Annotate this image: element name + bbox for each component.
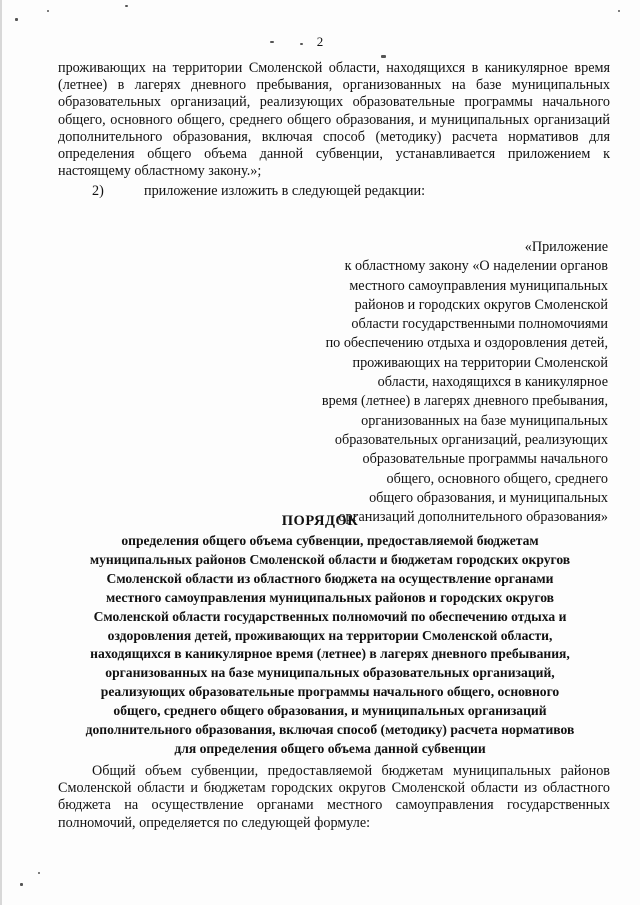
appendix-line: «Приложение [524, 239, 608, 255]
appendix-line: организаций дополнительного образования» [338, 509, 608, 526]
list-item-text: приложение изложить в следующей редакции: [144, 183, 426, 199]
list-item-number: 2) [92, 183, 104, 199]
scan-edge [0, 0, 2, 905]
appendix-line: образовательные программы начального [362, 451, 608, 468]
order-subtitle-line: для определения общего объема данной субвенции [174, 740, 486, 756]
scan-speck [125, 5, 128, 7]
order-subtitle-line: оздоровления детей, проживающих на территории Смоленской области, [107, 627, 553, 643]
order-subtitle-line: местного самоуправления муниципальных районов и городских округов [105, 589, 555, 605]
order-subtitle-line: определения общего объема субвенции, предоставляемой бюджетам [121, 533, 539, 548]
intro-paragraph: проживающих на территории Смоленской области, находящихся в каникулярное время (летнее) в лагерях дневного пребывания, организованных на базе муниципальных образовательных организаций, реализующих образовательные программы начального общего, основного общего, среднего общего образования, и муниципальных организаций дополнительного образования, включая способ (методику) расчета нормативов для определения общего объема данной субвенции, устанавливается приложением к настоящему областному закону.»; [58, 60, 610, 180]
scan-speck [20, 883, 23, 886]
appendix-line: общего образования, и муниципальных [369, 489, 608, 506]
scan-speck [381, 55, 386, 58]
scan-speck [618, 10, 620, 12]
scan-speck [47, 10, 49, 12]
scan-speck [15, 18, 18, 21]
order-title: ПОРЯДОК [281, 513, 359, 529]
order-subtitle-line: реализующих образовательные программы начального общего, основного [100, 684, 560, 700]
appendix-line: области, находящихся в каникулярное [377, 374, 608, 391]
order-subtitle [40, 532, 620, 759]
body-paragraph [58, 763, 610, 832]
scan-speck [38, 872, 40, 874]
appendix-line: районов и городских округов Смоленской [354, 296, 608, 313]
order-subtitle-line: организованных на базе муниципальных образовательных организаций, [105, 665, 555, 681]
order-subtitle-line: Смоленской области из областного бюджета на осуществление органами [106, 570, 554, 586]
appendix-line: образовательных организаций, реализующих [334, 431, 608, 448]
order-subtitle-line: муниципальных районов Смоленской области и бюджетам городских округов [89, 551, 571, 567]
order-subtitle-line: общего, среднего общего образования, и муниципальных организаций [113, 703, 547, 719]
appendix-line: проживающих на территории Смоленской [352, 354, 608, 371]
page-number: 2 [316, 34, 324, 49]
order-subtitle-line: Смоленской области государственных полномочий по обеспечению отдыха и [93, 608, 567, 624]
appendix-header [288, 238, 608, 527]
list-item-2 [92, 183, 425, 200]
appendix-line: по обеспечению отдыха и оздоровления детей, [325, 335, 608, 352]
order-subtitle-line: дополнительного образования, включая способ (методику) расчета нормативов [85, 722, 575, 738]
appendix-line: организованных на базе муниципальных [361, 412, 608, 429]
appendix-line: время (летнее) в лагерях дневного пребывания, [321, 393, 608, 410]
appendix-line: местного самоуправления муниципальных [349, 277, 608, 294]
body-paragraph-text: Общий объем субвенции, предоставляемой бюджетам муниципальных районов Смоленской области и бюджетам городских округов Смоленской области из областного бюджета на осуществление органами местного самоуправления государственных полномочий, определяется по следующей формуле: [58, 763, 610, 831]
appendix-line: общего, основного общего, среднего [386, 470, 608, 487]
appendix-line: области государственными полномочиями [351, 316, 608, 333]
appendix-line: к областному закону «О наделении органов [344, 258, 608, 275]
order-subtitle-line: находящихся в каникулярное время (летнее) в лагерях дневного пребывания, [90, 646, 570, 662]
